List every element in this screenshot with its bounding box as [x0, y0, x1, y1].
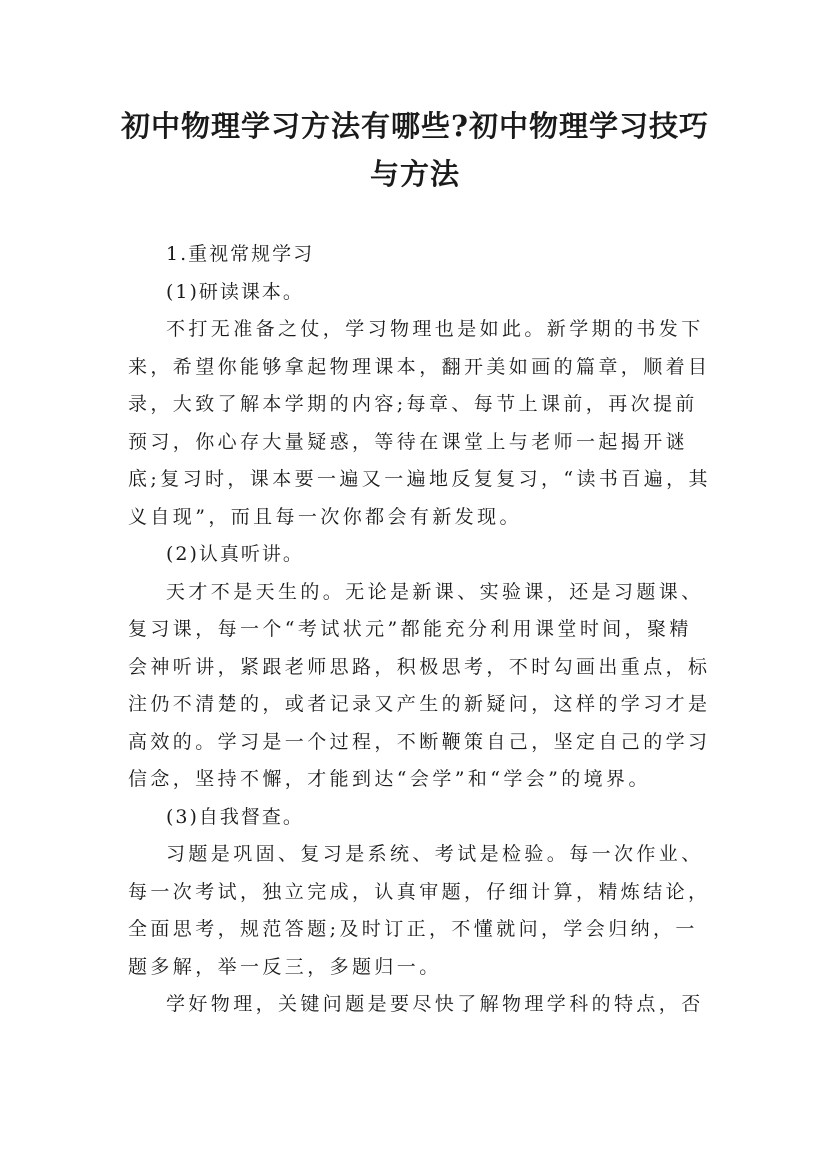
section-heading: 1.重视常规学习	[166, 243, 315, 265]
subsection-heading: (1)研读课本。	[166, 280, 304, 303]
subsection-heading: (3)自我督查。	[166, 805, 304, 828]
paragraph: 天才不是天生的。无论是新课、实验课，还是习题课、复习课，每一个“考试状元”都能充分利用课堂时间，聚精会神听讲，紧跟老师思路，积极思考，不时勾画出重点，标注仍不清楚的，或者记录又产生的新疑问，这样的学习才是高效的。学习是一个过程，不断鞭策自己，坚定自己的学习信念，坚持不懈，才能到达“会学”和“学会”的境界。	[128, 580, 711, 790]
paragraph: 习题是巩固、复习是系统、考试是检验。每一次作业、每一次考试，独立完成，认真审题，仔细计算，精炼结论，全面思考，规范答题;及时订正，不懂就问，学会归纳，一题多解，举一反三，多题归一。	[128, 843, 711, 978]
paragraph: 不打无准备之仗，学习物理也是如此。新学期的书发下来，希望你能够拿起物理课本，翻开美如画的篇章，顺着目录，大致了解本学期的内容;每章、每节上课前，再次提前预习，你心存大量疑惑，等待在课堂上与老师一起揭开谜底;复习时，课本要一遍又一遍地反复复习，“读书百遍，其义自现”，而且每一次你都会有新发现。	[128, 318, 711, 528]
document-body	[128, 236, 713, 1024]
subsection-heading: (2)认真听讲。	[166, 543, 304, 565]
paragraph: 学好物理，关键问题是要尽快了解物理学科的特点，否	[166, 993, 704, 1015]
document-title: 初中物理学习方法有哪些?初中物理学习技巧与方法	[121, 109, 709, 191]
